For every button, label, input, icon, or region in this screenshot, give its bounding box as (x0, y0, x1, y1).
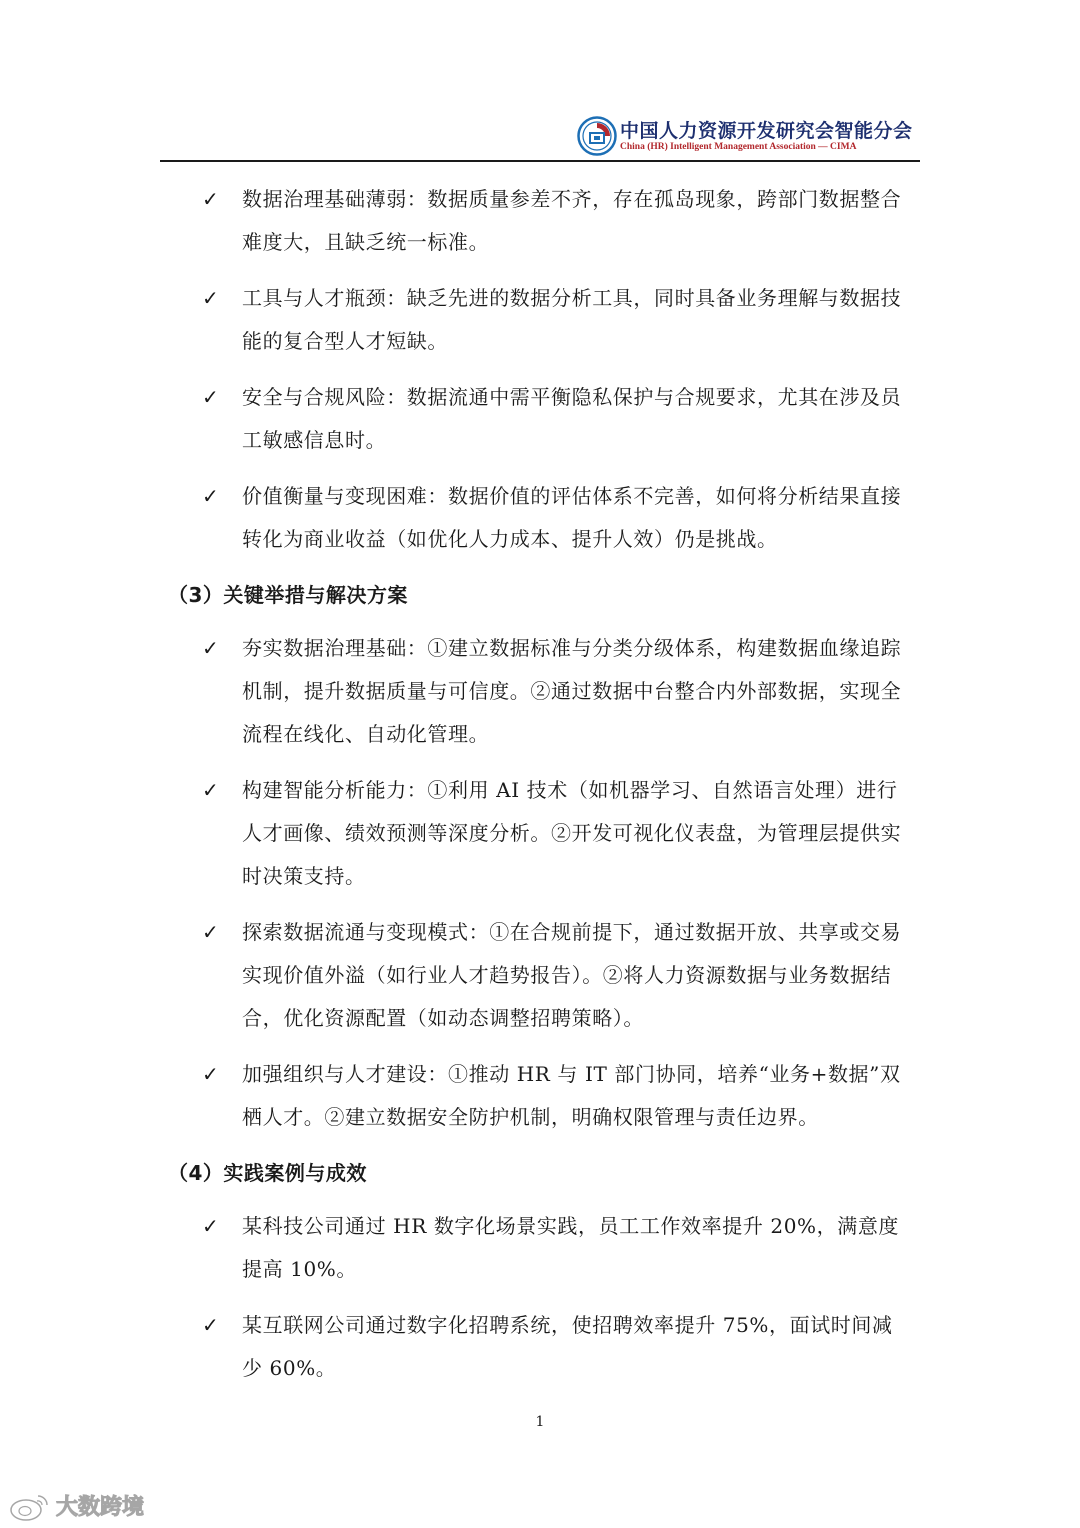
checkmark-icon: ✓ (202, 385, 220, 409)
organization-name-english: China (HR) Intelligent Management Association — CIMA (620, 142, 857, 152)
challenge-text: 安全与合规风险：数据流通中需平衡隐私保护与合规要求，尤其在涉及员工敏感信息时。 (242, 385, 902, 452)
measure-text: 构建智能分析能力：①利用 AI 技术（如机器学习、自然语言处理）进行人才画像、绩效预测等深度分析。②开发可视化仪表盘，为管理层提供实时决策支持。 (242, 778, 902, 888)
measure-item (160, 911, 920, 1040)
checkmark-icon: ✓ (202, 484, 220, 508)
challenge-item (160, 475, 920, 561)
cima-logo-icon (577, 116, 617, 156)
checkmark-icon: ✓ (202, 1313, 220, 1337)
watermark-text: 大数跨境 (56, 1495, 145, 1520)
measure-item (160, 769, 920, 898)
section-heading-cases: （4）实践案例与成效 (168, 1161, 367, 1185)
checkmark-icon: ✓ (202, 187, 220, 211)
checkmark-icon: ✓ (202, 286, 220, 310)
checkmark-icon: ✓ (202, 920, 220, 944)
case-item (160, 1205, 920, 1291)
weibo-icon (8, 1490, 52, 1524)
checkmark-icon: ✓ (202, 636, 220, 660)
challenge-text: 价值衡量与变现困难：数据价值的评估体系不完善，如何将分析结果直接转化为商业收益（如优化人力成本、提升人效）仍是挑战。 (242, 484, 902, 551)
challenge-item (160, 178, 920, 264)
watermark (8, 1490, 148, 1524)
checkmark-icon: ✓ (202, 1062, 220, 1086)
case-item (160, 1304, 920, 1390)
challenge-text: 数据治理基础薄弱：数据质量参差不齐，存在孤岛现象，跨部门数据整合难度大，且缺乏统一标准。 (242, 187, 902, 254)
challenge-item (160, 376, 920, 462)
case-text: 某互联网公司通过数字化招聘系统，使招聘效率提升 75%，面试时间减少 60%。 (242, 1313, 893, 1380)
page-number: 1 (535, 1414, 545, 1430)
section-heading-measures: （3）关键举措与解决方案 (168, 583, 408, 607)
measure-text: 加强组织与人才建设：①推动 HR 与 IT 部门协同，培养“业务+数据”双栖人才。②建立数据安全防护机制，明确权限管理与责任边界。 (242, 1062, 901, 1129)
page-header (160, 108, 920, 162)
case-text: 某科技公司通过 HR 数字化场景实践，员工工作效率提升 20%，满意度提高 10%。 (242, 1214, 900, 1281)
organization-name: 中国人力资源开发研究会智能分会 (620, 120, 913, 142)
measure-text: 夯实数据治理基础：①建立数据标准与分类分级体系，构建数据血缘追踪机制，提升数据质量与可信度。②通过数据中台整合内外部数据，实现全流程在线化、自动化管理。 (242, 636, 902, 746)
measure-item (160, 627, 920, 756)
measure-text: 探索数据流通与变现模式：①在合规前提下，通过数据开放、共享或交易实现价值外溢（如行业人才趋势报告）。②将人力资源数据与业务数据结合，优化资源配置（如动态调整招聘策略）。 (242, 920, 902, 1030)
challenge-text: 工具与人才瓶颈：缺乏先进的数据分析工具，同时具备业务理解与数据技能的复合型人才短缺。 (242, 286, 902, 353)
challenge-item (160, 277, 920, 363)
measure-item (160, 1053, 920, 1139)
checkmark-icon: ✓ (202, 778, 220, 802)
checkmark-icon: ✓ (202, 1214, 220, 1238)
document-body (160, 178, 920, 1403)
